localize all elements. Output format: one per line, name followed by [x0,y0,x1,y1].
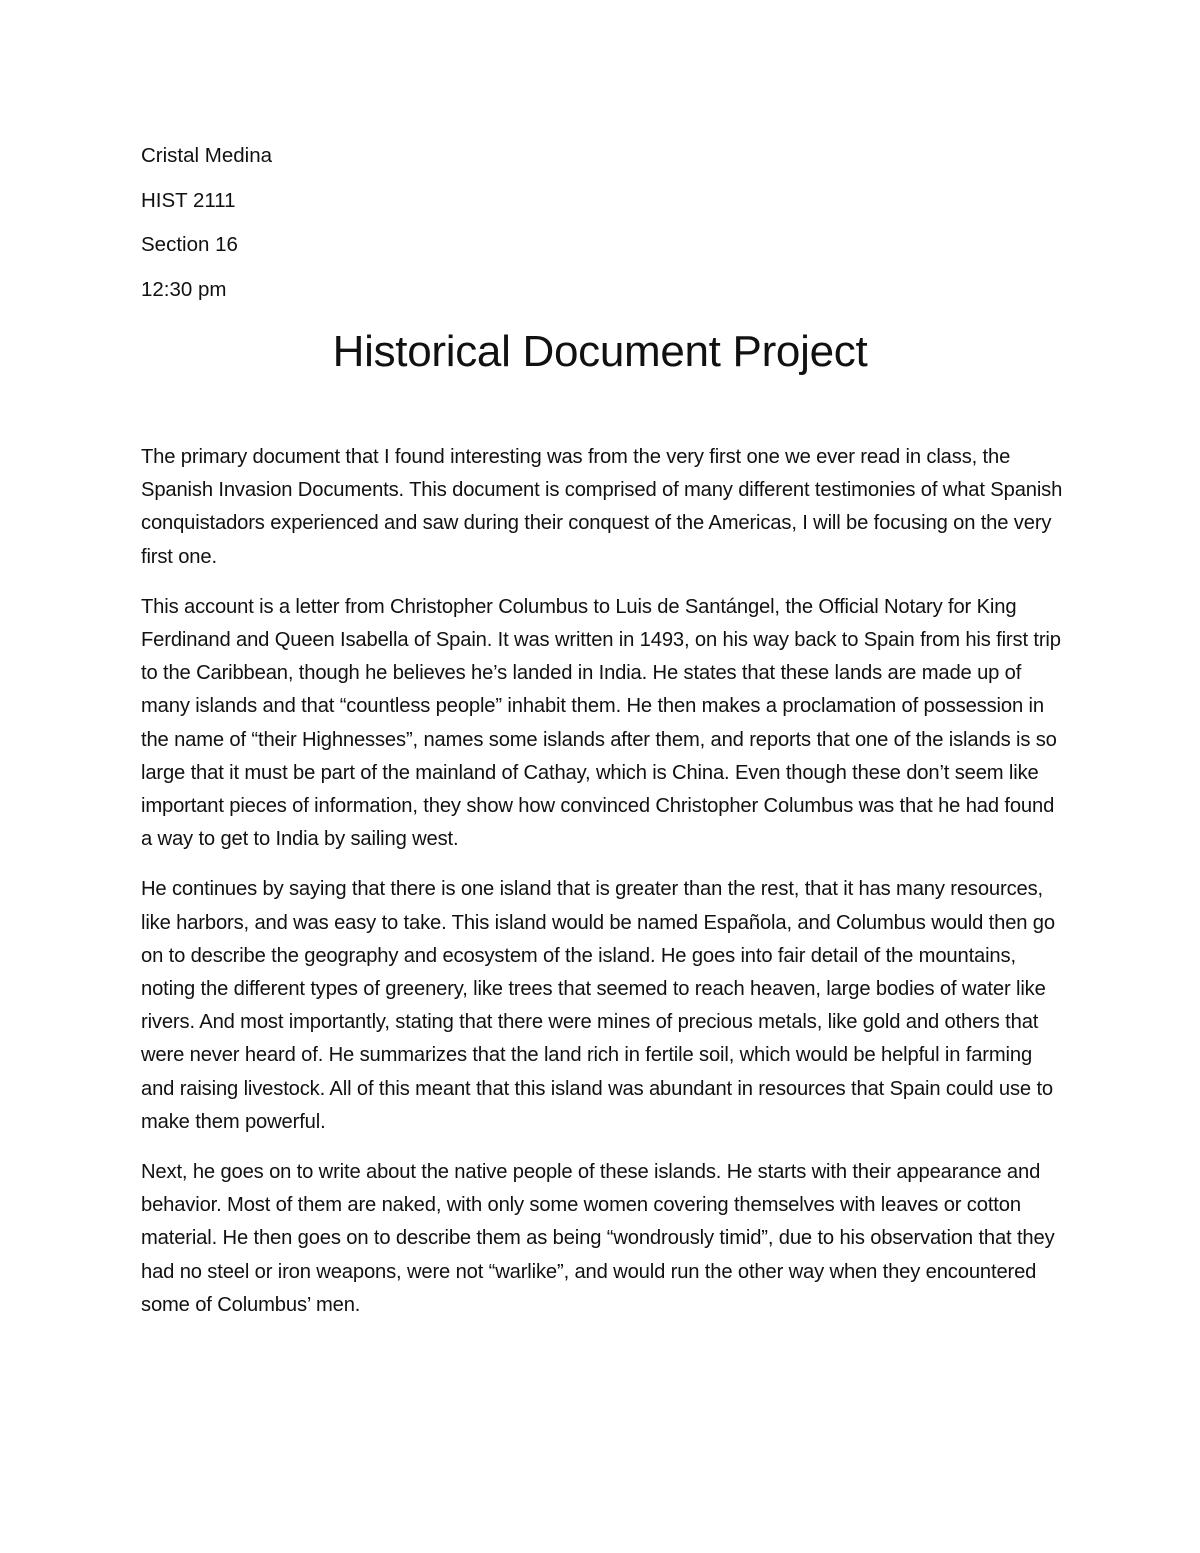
paragraph-4: Next, he goes on to write about the native people of these islands. He starts with their appearance and behavior. Most of them are naked, with only some women covering themselves with leaves or cotton material. He then goes on to describe them as being “wondrously timid”, due to his observation that they had no steel or iron weapons, were not “warlike”, and would run the other way when they encountered some of Columbus’ men. [141,1161,1055,1316]
course-code: HIST 2111 [141,188,236,212]
student-name: Cristal Medina [141,144,273,167]
paragraph-2: This account is a letter from Christopher Columbus to Luis de Santángel, the Official Notary for King Ferdinand and Queen Isabella of Spain. It was written in 1493, on his way back to Spain from his first trip to the Caribbean, though he believes he’s landed in India. He states that these lands are made up of many islands and that “countless people” inhabit them. He then makes a proclamation of possession in the name of “their Highnesses”, names some islands after them, and reports that one of the islands is so large that it must be part of the mainland of Cathay, which is China. Even though these don’t seem like important pieces of information, they show how convinced Christopher Columbus was that he had found a way to get to India by sailing west. [141,595,1061,851]
paragraph-1: The primary document that I found interesting was from the very first one we ever read in class, the Spanish Invasion Documents. This document is comprised of many different testimonies of what Spanish conquistadors experienced and saw during their conquest of the Americas, I will be focusing on the very first one. [141,446,1063,568]
class-time: 12:30 pm [141,277,227,301]
document-title: Historical Document Project [332,327,868,376]
document-body [141,441,1066,1339]
header-block [141,140,841,318]
paragraph-3: He continues by saying that there is one island that is greater than the rest, that it has many resources, like harbors, and was easy to take. This island would be named Española, and Columbus would then go on to describe the geography and ecosystem of the island. He goes into fair detail of the mountains, noting the different types of greenery, like trees that seemed to reach heaven, large bodies of water like rivers. And most importantly, stating that there were mines of precious metals, like gold and others that were never heard of. He summarizes that the land rich in fertile soil, which would be helpful in farming and raising livestock. All of this meant that this island was abundant in resources that Spain could use to make them powerful. [141,878,1055,1133]
section-number: Section 16 [141,233,238,256]
